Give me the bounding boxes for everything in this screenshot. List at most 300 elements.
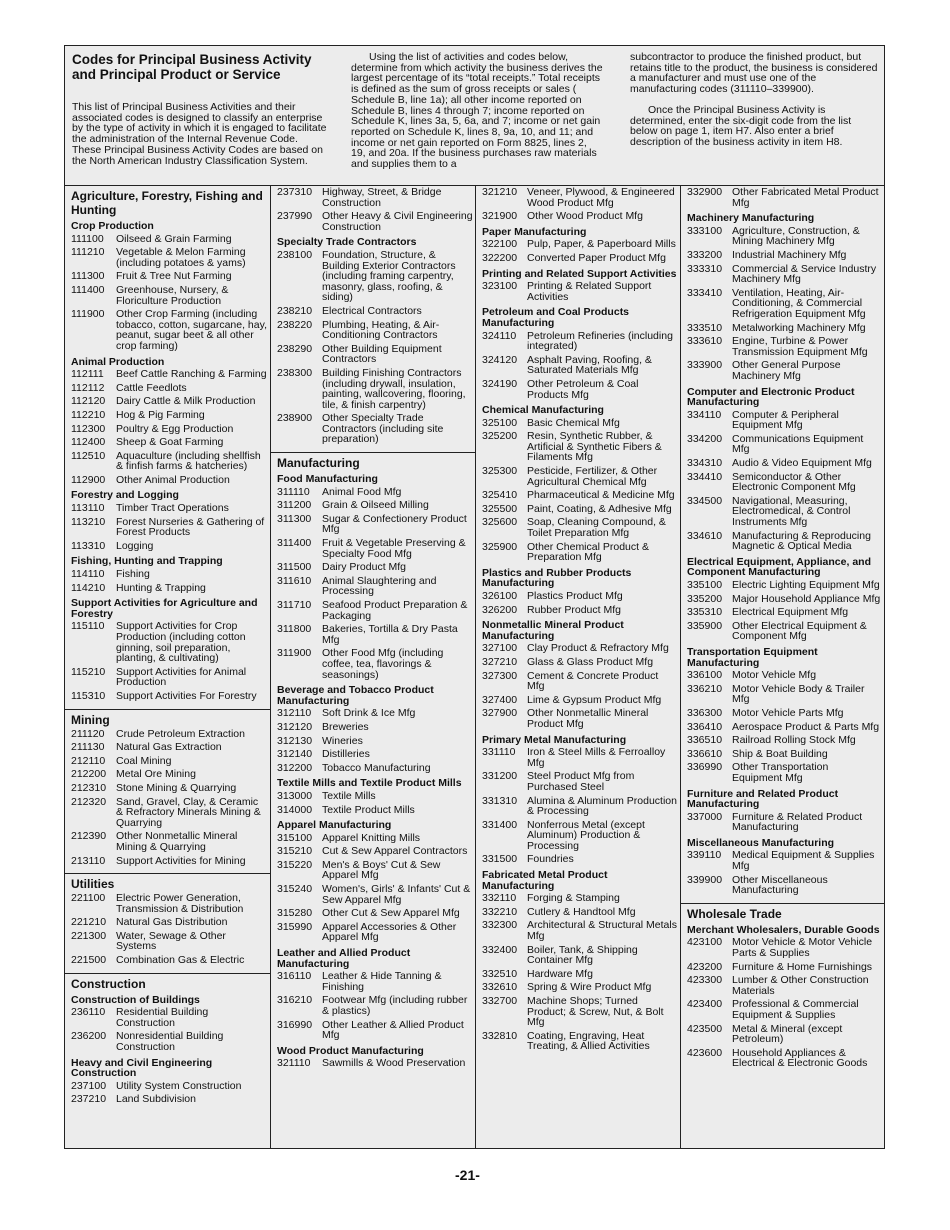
code-row [681, 707, 884, 721]
naics-code: 332700 [482, 995, 518, 1007]
code-row [681, 1047, 884, 1071]
naics-code: 221300 [71, 929, 107, 942]
code-row [681, 936, 884, 960]
activity-description: Electric Lighting Equipment Mfg [732, 579, 880, 591]
code-row [476, 252, 681, 266]
activity-description: Electrical Equipment Mfg [732, 606, 849, 619]
activity-description: Iron & Steel Mills & Ferroalloy Mfg [527, 746, 666, 769]
naics-code: 334610 [687, 529, 723, 542]
activity-description: Cement & Concrete Product Mfg [527, 669, 659, 693]
industry-section [476, 186, 681, 1057]
code-row [271, 186, 476, 210]
naics-code: 111300 [71, 270, 105, 283]
code-row [681, 335, 884, 359]
activity-description: Soft Drink & Ice Mfg [322, 707, 416, 720]
industry-section [65, 709, 271, 872]
naics-code: 325300 [482, 465, 518, 478]
industry-section [681, 186, 884, 901]
activity-description: Crude Petroleum Extraction [116, 727, 245, 740]
activity-description: Spring & Wire Product Mfg [527, 981, 652, 994]
activity-description: Sugar & Confectionery Product Mfg [322, 512, 467, 536]
code-row [65, 540, 271, 554]
naics-code: 327100 [482, 642, 518, 655]
activity-description: Railroad Rolling Stock Mfg [732, 734, 856, 747]
code-row [476, 238, 681, 252]
naics-code: 332900 [687, 186, 723, 198]
code-row [476, 944, 681, 968]
subsection-title: Textile Mills and Textile Product Mills [277, 777, 462, 790]
code-row [681, 620, 884, 644]
code-row [681, 721, 884, 735]
naics-code: 111400 [71, 283, 105, 296]
code-row [65, 755, 271, 769]
naics-code: 238300 [277, 366, 313, 379]
subsection-title: Miscellaneous Manufacturing [687, 836, 835, 849]
activity-description: Other Fabricated Metal Product Mfg [732, 186, 879, 209]
naics-code: 333410 [687, 286, 723, 299]
code-row [476, 1030, 681, 1054]
code-row [476, 819, 681, 854]
naics-code: 237990 [277, 210, 313, 223]
naics-code: 212310 [71, 781, 107, 794]
code-row [476, 770, 681, 794]
activity-description: Hog & Pig Farming [116, 408, 205, 421]
naics-code: 312200 [277, 761, 313, 774]
naics-code: 332510 [482, 967, 518, 980]
activity-description: Pesticide, Fertilizer, & Other Agricultural Chemical Mfg [527, 465, 658, 488]
code-row [476, 378, 681, 402]
subsection-title: Support Activities for Agriculture and Forestry [71, 597, 258, 620]
section-title: Manufacturing [277, 456, 360, 471]
naics-code: 315220 [277, 858, 313, 871]
activity-description: Other Wood Product Mfg [527, 210, 643, 223]
naics-code: 312140 [277, 748, 313, 761]
activity-description: Textile Product Mills [322, 803, 415, 816]
naics-code: 334200 [687, 432, 723, 445]
activity-description: Support Activities for Mining [116, 854, 246, 867]
subsection-title: Chemical Manufacturing [482, 404, 604, 417]
activity-description: Timber Tract Operations [116, 502, 229, 515]
naics-code: 322100 [482, 238, 518, 251]
code-row [65, 690, 271, 704]
activity-description: Audio & Video Equipment Mfg [732, 457, 872, 470]
naics-code: 336210 [687, 682, 723, 695]
naics-code: 111210 [71, 246, 105, 259]
code-row [271, 343, 476, 367]
code-row [65, 916, 271, 930]
naics-code: 333310 [687, 262, 723, 275]
code-row [681, 1023, 884, 1047]
naics-code: 331110 [482, 746, 516, 759]
naics-code: 315240 [277, 883, 313, 896]
code-row [65, 930, 271, 954]
activity-description: Alumina & Aluminum Production & Processing [527, 794, 677, 818]
code-row [681, 669, 884, 683]
naics-code: 316990 [277, 1018, 313, 1031]
subsection-title: Plastics and Rubber Products Manufacturing [482, 566, 632, 590]
code-row [271, 1019, 476, 1043]
activity-description: Leather & Hide Tanning & Finishing [322, 970, 442, 993]
naics-code: 315990 [277, 920, 313, 933]
naics-code: 332110 [482, 892, 517, 905]
code-row [65, 1006, 271, 1030]
naics-code: 112120 [71, 395, 106, 408]
code-row [476, 906, 681, 920]
activity-description: Other Miscellaneous Manufacturing [732, 873, 828, 897]
naics-code: 321110 [277, 1057, 311, 1070]
naics-code: 212320 [71, 795, 107, 808]
subsection-title: Machinery Manufacturing [687, 212, 815, 225]
activity-description: Cut & Sew Apparel Contractors [322, 845, 468, 858]
naics-code: 339900 [687, 873, 723, 886]
industry-section [271, 452, 476, 1074]
activity-description: Animal Slaughtering and Processing [322, 574, 437, 598]
activity-description: Dairy Product Mfg [322, 561, 407, 574]
naics-code: 333900 [687, 359, 723, 372]
activity-description: Oilseed & Grain Farming [116, 232, 232, 245]
naics-code: 311500 [277, 561, 312, 574]
activity-description: Other Electrical Equipment & Component Mfg [732, 619, 867, 643]
industry-section [65, 973, 271, 1110]
intro-text-1: This list of Principal Business Activities and their associated codes is designed to classify an enterprise by the type of activity in which it is engaged to facilitate the administration of the Internal Revenue Code. These Principal Business Activity Codes are based on the North American Industry Classification System. [72, 101, 327, 167]
subsection-title: Merchant Wholesalers, Durable Goods [687, 923, 880, 936]
activity-description: Electrical Contractors [322, 304, 422, 317]
naics-code: 113210 [71, 515, 106, 528]
activity-description: Grain & Oilseed Milling [322, 499, 429, 512]
code-row [65, 368, 271, 382]
activity-description: Highway, Street, & Bridge Construction [322, 186, 442, 209]
activity-description: Natural Gas Distribution [116, 916, 228, 929]
naics-code: 327400 [482, 693, 518, 706]
code-row [271, 735, 476, 749]
activity-description: Other Chemical Product & Preparation Mfg [527, 540, 649, 564]
code-row [476, 417, 681, 431]
subsection-title: Electrical Equipment, Appliance, and Component Manufacturing [687, 555, 871, 579]
code-row [271, 513, 476, 537]
naics-code: 115110 [71, 620, 105, 633]
code-row [681, 811, 884, 835]
activity-description: Manufacturing & Reproducing Magnetic & Optical Media [732, 529, 871, 553]
activity-description: Women's, Girls' & Infants' Cut & Sew Apparel Mfg [322, 883, 471, 906]
naics-code: 238210 [277, 304, 313, 317]
naics-code: 334500 [687, 494, 723, 507]
activity-description: Petroleum Refineries (including integrated) [527, 329, 673, 353]
code-row [65, 409, 271, 423]
code-row [65, 1080, 271, 1094]
code-row [271, 804, 476, 818]
code-row [476, 210, 681, 224]
activity-description: Asphalt Paving, Roofing, & Saturated Materials Mfg [527, 353, 652, 377]
naics-code: 327300 [482, 669, 518, 682]
activity-description: Forest Nurseries & Gathering of Forest Products [116, 515, 265, 539]
intro-text-3b: Once the Principal Business Activity is determined, enter the six-digit code from the list below on page 1, item H7. Also enter a brief description of the business activity in item H8. [630, 103, 852, 148]
code-row [681, 471, 884, 495]
naics-code: 213110 [71, 854, 106, 867]
subsection-title: Beverage and Tobacco Product Manufacturing [277, 684, 434, 707]
code-row [65, 830, 271, 854]
activity-description: Printing & Related Support Activities [527, 280, 652, 303]
activity-description: Communications Equipment Mfg [732, 432, 864, 456]
naics-code: 336610 [687, 747, 723, 760]
activity-description: Ship & Boat Building [732, 747, 828, 760]
activity-description: Engine, Turbine & Power Transmission Equipment Mfg [732, 335, 868, 358]
codes-panel [64, 45, 885, 1149]
naics-code: 312120 [277, 720, 313, 733]
code-row [65, 284, 271, 308]
naics-code: 237210 [71, 1093, 107, 1106]
intro-paragraph-2 [351, 52, 603, 170]
naics-code: 316210 [277, 994, 313, 1007]
code-row [681, 186, 884, 210]
code-column-4 [680, 186, 884, 1149]
activity-description: Forging & Stamping [527, 892, 620, 905]
subsection-title: Fishing, Hunting and Trapping [71, 555, 223, 568]
code-row [271, 921, 476, 945]
activity-description: Sheep & Goat Farming [116, 436, 224, 449]
industry-section [271, 186, 476, 450]
naics-code: 332810 [482, 1029, 518, 1042]
code-row [271, 721, 476, 735]
naics-code: 326100 [482, 590, 518, 602]
code-row [476, 707, 681, 731]
activity-description: Other Nonmetallic Mineral Product Mfg [527, 707, 649, 730]
activity-description: Fishing [116, 568, 150, 581]
code-row [271, 537, 476, 561]
activity-description: Agriculture, Construction, & Mining Machinery Mfg [732, 224, 860, 248]
activity-description: Household Appliances & Electrical & Electronic Goods [732, 1046, 868, 1070]
code-row [476, 995, 681, 1030]
naics-code: 327900 [482, 707, 518, 720]
naics-code: 321900 [482, 210, 518, 223]
naics-code: 333100 [687, 224, 723, 237]
activity-description: Motor Vehicle Mfg [732, 669, 817, 682]
naics-code: 331200 [482, 770, 518, 783]
industry-section [65, 873, 271, 971]
section-title: Construction [71, 976, 146, 991]
code-row [65, 796, 271, 831]
subsection-title: Animal Production [71, 355, 165, 368]
code-row [65, 308, 271, 353]
naics-code: 335200 [687, 592, 723, 605]
activity-description: Metal & Mineral (except Petroleum) [732, 1022, 843, 1046]
naics-code: 332400 [482, 943, 518, 956]
naics-code: 312130 [277, 734, 313, 747]
code-row [65, 741, 271, 755]
activity-description: Fruit & Tree Nut Farming [116, 270, 232, 283]
naics-code: 325410 [482, 489, 518, 502]
activity-description: Combination Gas & Electric [116, 954, 245, 967]
code-row [681, 874, 884, 898]
intro-section [65, 46, 884, 186]
code-row [65, 954, 271, 968]
activity-description: Lumber & Other Construction Materials [732, 974, 869, 997]
code-row [476, 465, 681, 489]
naics-code: 221100 [71, 892, 106, 905]
code-row [271, 859, 476, 883]
activity-description: Sand, Gravel, Clay, & Ceramic & Refractory Minerals Mining & Quarrying [116, 795, 261, 829]
naics-code: 212200 [71, 768, 107, 781]
code-row [681, 287, 884, 322]
activity-description: Breweries [322, 720, 369, 733]
activity-description: Furniture & Home Furnishings [732, 960, 873, 973]
activity-description: Motor Vehicle Parts Mfg [732, 706, 844, 719]
code-row [271, 561, 476, 575]
activity-description: Other Nonmetallic Mineral Mining & Quarrying [116, 830, 238, 853]
activity-description: Hardware Mfg [527, 967, 593, 980]
activity-description: Navigational, Measuring, Electromedical, & Control Instruments Mfg [732, 494, 851, 529]
naics-code: 311610 [277, 574, 312, 587]
activity-description: Other General Purpose Machinery Mfg [732, 359, 841, 382]
naics-code: 115310 [71, 689, 106, 702]
code-row [65, 270, 271, 284]
naics-code: 212390 [71, 830, 107, 843]
activity-description: Metal Ore Mining [116, 768, 196, 781]
activity-description: Utility System Construction [116, 1079, 242, 1092]
naics-code: 315280 [277, 907, 313, 920]
intro-paragraph-3 [630, 52, 880, 148]
naics-code: 311710 [277, 599, 312, 611]
code-row [681, 409, 884, 433]
activity-description: Rubber Product Mfg [527, 603, 621, 616]
code-row [65, 436, 271, 450]
activity-description: Seafood Product Preparation & Packaging [322, 599, 468, 622]
activity-description: Plumbing, Heating, & Air-Conditioning Contractors [322, 318, 440, 342]
subsection-title: Specialty Trade Contractors [277, 236, 417, 249]
code-row [65, 582, 271, 596]
naics-code: 324190 [482, 377, 518, 390]
activity-description: Hunting & Trapping [116, 581, 206, 594]
activity-description: Other Animal Production [116, 473, 230, 486]
activity-description: Medical Equipment & Supplies Mfg [732, 849, 875, 873]
naics-code: 336100 [687, 669, 723, 682]
activity-description: Other Food Mfg (including coffee, tea, flavorings & seasonings) [322, 647, 444, 681]
code-row [681, 359, 884, 383]
code-row [476, 853, 681, 867]
naics-code: 311800 [277, 623, 312, 636]
activity-description: Basic Chemical Mfg [527, 416, 620, 429]
code-row [476, 642, 681, 656]
activity-description: Greenhouse, Nursery, & Floriculture Production [116, 283, 229, 307]
activity-description: Distilleries [322, 748, 370, 761]
activity-description: Steel Product Mfg from Purchased Steel [527, 770, 635, 793]
code-column-1 [65, 186, 271, 1149]
activity-description: Glass & Glass Product Mfg [527, 655, 654, 668]
code-row [681, 998, 884, 1022]
code-row [271, 249, 476, 305]
naics-code: 238100 [277, 248, 313, 261]
naics-code: 321210 [482, 186, 518, 198]
naics-code: 237100 [71, 1079, 107, 1092]
subsection-title: Printing and Related Support Activities [482, 267, 677, 280]
code-row [271, 575, 476, 599]
activity-description: Coal Mining [116, 754, 172, 767]
code-row [65, 620, 271, 665]
activity-description: Other Heavy & Civil Engineering Construction [322, 210, 473, 233]
page-number: -21- [455, 1167, 480, 1183]
naics-code: 334410 [687, 470, 723, 483]
activity-description: Other Crop Farming (including tobacco, cotton, sugarcane, hay, peanut, sugar beet & all other crop farming) [116, 308, 267, 352]
activity-description: Natural Gas Extraction [116, 741, 222, 754]
activity-description: Vegetable & Melon Farming (including potatoes & yams) [116, 246, 246, 269]
intro-text-3a: subcontractor to produce the finished product, but retains title to the product, the business is considered a manufacturer and must use one of the manufacturing codes (311110–339900). [630, 51, 878, 96]
naics-code: 423600 [687, 1046, 723, 1059]
code-row [681, 249, 884, 263]
naics-code: 236110 [71, 1006, 106, 1019]
naics-code: 211120 [71, 727, 105, 740]
activity-description: Metalworking Machinery Mfg [732, 321, 866, 334]
code-row [681, 734, 884, 748]
code-row [271, 1057, 476, 1071]
code-row [271, 883, 476, 907]
activity-description: Nonferrous Metal (except Aluminum) Production & Processing [527, 818, 645, 852]
naics-code: 333200 [687, 248, 723, 261]
naics-code: 332610 [482, 981, 518, 994]
code-row [65, 1030, 271, 1054]
code-row [271, 305, 476, 319]
naics-code: 326200 [482, 603, 518, 616]
code-row [65, 423, 271, 437]
code-row [65, 568, 271, 582]
naics-code: 315100 [277, 831, 313, 844]
code-row [476, 354, 681, 378]
naics-code: 337000 [687, 810, 723, 823]
subsection-title: Heavy and Civil Engineering Construction [71, 1056, 213, 1080]
code-row [476, 186, 681, 210]
code-row [271, 486, 476, 500]
naics-code: 311900 [277, 647, 312, 660]
code-row [476, 590, 681, 604]
code-row [65, 233, 271, 247]
activity-description: Apparel Knitting Mills [322, 831, 421, 844]
code-row [476, 981, 681, 995]
code-row [271, 707, 476, 721]
naics-code: 312110 [277, 707, 312, 720]
code-row [681, 579, 884, 593]
code-row [65, 450, 271, 474]
naics-code: 333510 [687, 321, 723, 334]
subsection-title: Furniture and Related Product Manufacturing [687, 787, 839, 811]
naics-code: 335100 [687, 579, 723, 591]
activity-description: Men's & Boys' Cut & Sew Apparel Mfg [322, 858, 441, 882]
activity-description: Footwear Mfg (including rubber & plastics) [322, 994, 468, 1017]
code-row [476, 694, 681, 708]
code-row [681, 225, 884, 249]
code-row [476, 656, 681, 670]
activity-description: Pulp, Paper, & Paperboard Mills [527, 238, 676, 251]
code-row [65, 246, 271, 270]
code-row [476, 892, 681, 906]
activity-description: Support Activities for Crop Production (including cotton ginning, soil preparation, planting, & cultivating) [116, 620, 246, 665]
naics-code: 313000 [277, 789, 313, 802]
naics-code: 316110 [277, 970, 312, 983]
code-row [476, 670, 681, 694]
code-row [476, 489, 681, 503]
activity-description: Support Activities For Forestry [116, 689, 257, 702]
activity-description: Other Petroleum & Coal Products Mfg [527, 377, 639, 401]
activity-description: Electric Power Generation, Transmission & Distribution [116, 892, 244, 915]
subsection-title: Computer and Electronic Product Manufacturing [687, 385, 855, 409]
naics-code: 325200 [482, 430, 518, 443]
code-row [65, 728, 271, 742]
code-row [681, 433, 884, 457]
code-row [271, 647, 476, 682]
naics-code: 331500 [482, 853, 518, 866]
naics-code: 331310 [482, 794, 518, 807]
subsection-title: Apparel Manufacturing [277, 819, 392, 832]
activity-description: Motor Vehicle Body & Trailer Mfg [732, 682, 865, 706]
naics-code: 315210 [277, 845, 313, 858]
code-row [476, 330, 681, 354]
